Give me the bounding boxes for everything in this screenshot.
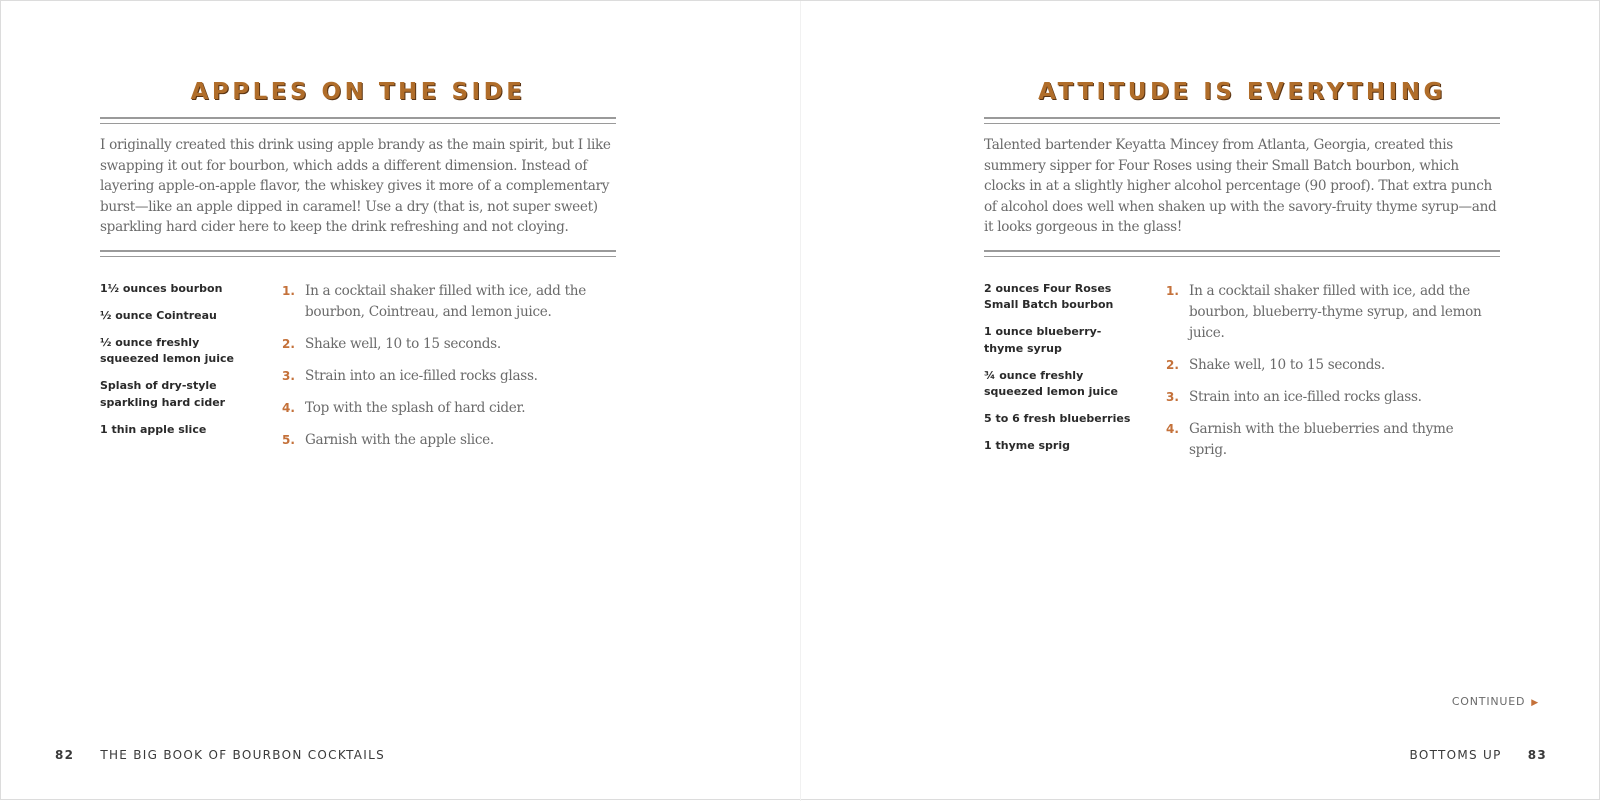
step-text: In a cocktail shaker filled with ice, add the bourbon, blueberry-thyme syrup, and lemon juice. bbox=[1189, 282, 1482, 341]
step-text: Garnish with the apple slice. bbox=[305, 431, 494, 448]
step-text: Garnish with the blueberries and thyme sprig. bbox=[1189, 420, 1454, 458]
recipe-apples-on-the-side bbox=[100, 73, 616, 462]
step-text: Shake well, 10 to 15 seconds. bbox=[305, 335, 501, 352]
ingredient-list bbox=[100, 281, 282, 462]
recipe-body bbox=[100, 281, 616, 462]
recipe-title: APPLES ON THE SIDE bbox=[190, 79, 526, 105]
ingredient-list bbox=[984, 281, 1166, 472]
ingredient-item: 5 to 6 fresh blueberries bbox=[984, 412, 1131, 426]
step-number: 2. bbox=[1166, 357, 1179, 372]
step-number: 2. bbox=[282, 336, 295, 351]
recipe-intro: Talented bartender Keyatta Mincey from Atlanta, Georgia, created this summery sipper for Four Roses using their Small Batch bourbon, which clocks in at a slightly higher alcohol percentage (90 proof). That extra punch of alcohol does well when shaken up with the savory-fruity thyme syrup—and it looks gorgeous in the glass! bbox=[984, 137, 1497, 236]
page-number: 82 bbox=[55, 748, 75, 762]
left-page bbox=[1, 1, 801, 801]
ingredient-item: 1 thin apple slice bbox=[100, 422, 207, 436]
right-page bbox=[801, 1, 1600, 801]
running-head: BOTTOMS UP bbox=[1409, 748, 1502, 762]
step-list bbox=[1166, 281, 1486, 472]
ingredient-item: ½ ounce Cointreau bbox=[100, 308, 217, 322]
step-text: Top with the splash of hard cider. bbox=[305, 399, 526, 416]
step-item bbox=[282, 430, 602, 451]
page-number: 83 bbox=[1527, 748, 1547, 762]
right-folio bbox=[1410, 748, 1547, 762]
step-text: Strain into an ice-filled rocks glass. bbox=[1189, 388, 1422, 405]
step-item bbox=[282, 398, 602, 419]
intro-rule bbox=[984, 250, 1500, 257]
step-text: Shake well, 10 to 15 seconds. bbox=[1189, 356, 1385, 373]
triangle-right-icon: ▶ bbox=[1531, 698, 1539, 708]
ingredient-item: ½ ounce freshly squeezed lemon juice bbox=[100, 335, 235, 366]
title-rule bbox=[100, 117, 616, 124]
continued-link[interactable] bbox=[1452, 695, 1539, 708]
recipe-intro: I originally created this drink using apple brandy as the main spirit, but I like swapping it out for bourbon, which adds a different dimension. Instead of layering apple-on-apple flavor, the whiskey gives it more of a complementary burst—like an apple dipped in caramel! Use a dry (that is, not super sweet) sparkling hard cider here to keep the drink refreshing and not cloying. bbox=[100, 137, 611, 236]
step-item bbox=[282, 334, 602, 355]
step-text: Strain into an ice-filled rocks glass. bbox=[305, 367, 538, 384]
intro-rule bbox=[100, 250, 616, 257]
ingredient-item: Splash of dry-style sparkling hard cider bbox=[100, 379, 226, 409]
ingredient-item: 1 thyme sprig bbox=[984, 439, 1070, 453]
step-text: In a cocktail shaker filled with ice, add the bourbon, Cointreau, and lemon juice. bbox=[305, 282, 586, 320]
recipe-body bbox=[984, 281, 1500, 472]
ingredient-item: ¾ ounce freshly squeezed lemon juice bbox=[984, 368, 1119, 399]
ingredient-item: 2 ounces Four Roses Small Batch bourbon bbox=[984, 281, 1114, 312]
step-number: 1. bbox=[282, 283, 295, 298]
recipe-attitude-is-everything bbox=[984, 73, 1500, 472]
step-item bbox=[282, 281, 602, 323]
step-item bbox=[1166, 355, 1486, 376]
step-item bbox=[1166, 387, 1486, 408]
continued-label: CONTINUED bbox=[1451, 695, 1526, 708]
ingredient-item: 1½ ounces bourbon bbox=[100, 281, 223, 295]
step-item bbox=[1166, 419, 1486, 461]
title-rule bbox=[984, 117, 1500, 124]
left-folio bbox=[55, 748, 385, 762]
step-number: 3. bbox=[1166, 389, 1179, 404]
step-list bbox=[282, 281, 602, 462]
running-head: THE BIG BOOK OF BOURBON COCKTAILS bbox=[100, 748, 386, 762]
step-number: 4. bbox=[282, 400, 295, 415]
step-number: 5. bbox=[282, 432, 295, 447]
ingredient-item: 1 ounce blueberry-thyme syrup bbox=[984, 325, 1102, 355]
step-item bbox=[1166, 281, 1486, 344]
step-number: 4. bbox=[1166, 421, 1179, 436]
recipe-title: ATTITUDE IS EVERYTHING bbox=[1038, 79, 1446, 105]
step-number: 1. bbox=[1166, 283, 1179, 298]
step-number: 3. bbox=[282, 368, 295, 383]
step-item bbox=[282, 366, 602, 387]
